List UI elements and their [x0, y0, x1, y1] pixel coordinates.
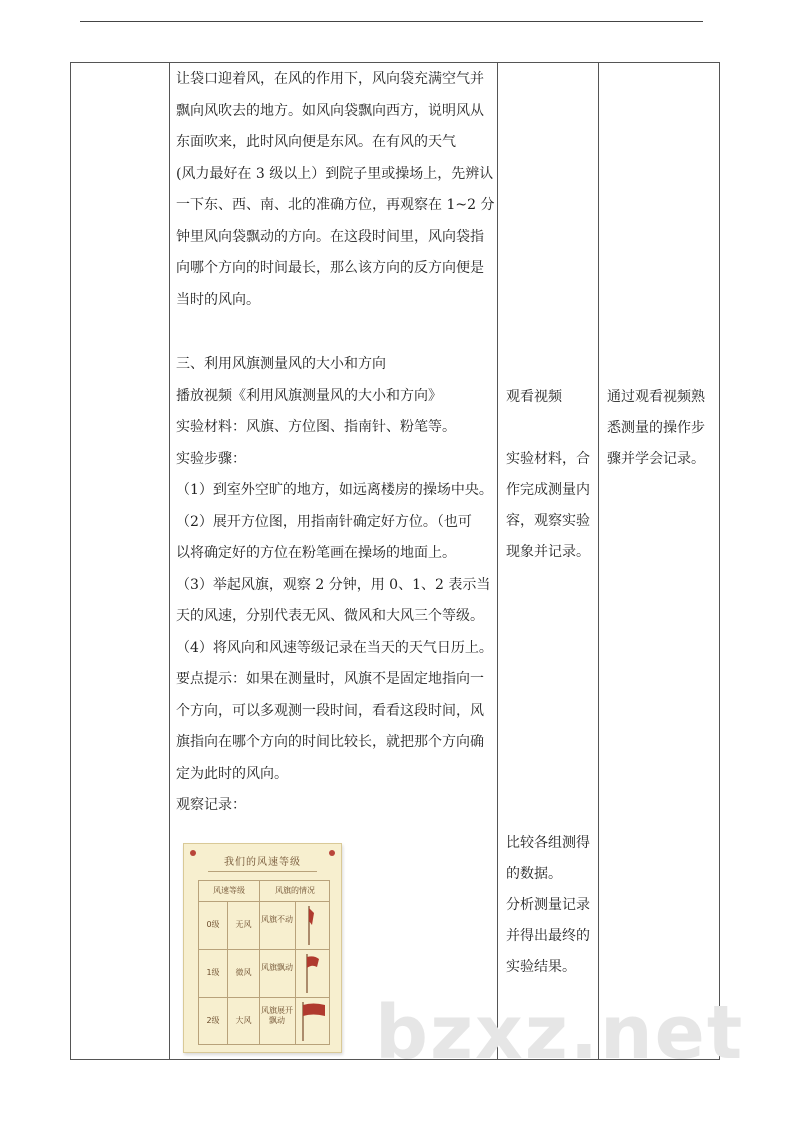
row-level: 2级 [206, 1016, 220, 1025]
row-name: 无风 [235, 920, 252, 929]
text-line: （3）举起风旗，观察 2 分钟，用 0、1、2 表示当 [176, 576, 491, 593]
text-line: 悉测量的操作步 [607, 420, 705, 436]
table-divider [199, 997, 329, 998]
text-line: （2）展开方位图，用指南针确定好方位。（也可 [176, 513, 472, 530]
flag-still-icon [297, 903, 329, 947]
header-rule [80, 21, 703, 22]
row-flag-state: 风旗飘动 [261, 963, 293, 972]
text-line: 并得出最终的 [506, 928, 590, 944]
text-line: 骤并学会记录。 [607, 451, 705, 467]
teaching-process-text [176, 64, 495, 316]
student-activity-bottom [506, 828, 594, 983]
text-line: 飘向风吹去的地方。如风向袋飘向西方，说明风从 [176, 102, 484, 119]
text-line: （4）将风向和风速等级记录在当天的天气日历上。 [176, 639, 493, 656]
student-activity-top [506, 382, 594, 568]
text-line: 旗指向在哪个方向的时间比较长，就把那个方向确 [176, 734, 484, 750]
table-divider [295, 901, 296, 1044]
section-heading: 三、利用风旗测量风的大小和方向 [176, 356, 386, 372]
text-line: 的数据。 [506, 866, 562, 882]
text-line: 要点提示：如果在测量时，风旗不是固定地指向一 [176, 671, 484, 687]
text-line: 容，观察实验 [506, 513, 590, 529]
column-divider [497, 63, 498, 1059]
text-line: 一下东、西、南、北的准确方位，再观察在 1~2 分 [176, 197, 495, 213]
row-level: 1级 [206, 968, 220, 977]
row-flag-state: 风旗不动 [261, 915, 293, 924]
column-divider [598, 63, 599, 1059]
flag-flutter-icon [297, 951, 329, 995]
card-title: 我们的风速等级 [224, 857, 301, 868]
text-line: 实验材料，合 [506, 451, 590, 467]
row-name: 微风 [235, 968, 252, 977]
text-line: 实验材料：风旗、方位图、指南针、粉笔等。 [176, 419, 456, 435]
text-line: 分析测量记录 [506, 897, 590, 913]
row-flag-state: 风旗展开飘动 [261, 1006, 293, 1025]
row-name: 大风 [235, 1016, 252, 1025]
text-line: 让袋口迎着风，在风的作用下，风向袋充满空气并 [176, 71, 484, 87]
text-line: （1）到室外空旷的地方，如远离楼房的操场中央。 [176, 482, 493, 498]
text-line: 现象并记录。 [506, 544, 590, 560]
row-level: 0级 [206, 920, 220, 929]
text-line: 播放视频《利用风旗测量风的大小和方向》 [176, 387, 442, 404]
text-line: 作完成测量内 [506, 482, 590, 498]
text-line: 当时的风向。 [176, 291, 260, 308]
text-line: 东面吹来，此时风向便是东风。在有风的天气 [176, 134, 456, 150]
design-intent [607, 382, 713, 475]
text-line: 观看视频 [506, 389, 562, 405]
text-line [506, 413, 594, 444]
text-line: 向哪个方向的时间最长，那么该方向的反方向便是 [176, 260, 484, 276]
text-line: (风力最好在 3 级以上）到院子里或操场上，先辨认 [176, 165, 494, 182]
text-line: 实验步骤： [176, 450, 246, 467]
text-line: 定为此时的风向。 [176, 765, 288, 782]
table-divider [199, 901, 329, 902]
text-line: 通过观看视频熟 [607, 389, 705, 405]
header-level: 风速等级 [213, 886, 245, 895]
record-table [198, 880, 330, 1045]
table-divider [199, 949, 329, 950]
flag-extended-icon [297, 999, 329, 1043]
text-line: 个方向，可以多观测一段时间，看看这段时间，风 [176, 702, 484, 719]
text-line: 实验结果。 [506, 959, 576, 975]
text-line: 钟里风向袋飘动的方向。在这段时间里，风向袋指 [176, 228, 484, 245]
column-divider [169, 63, 170, 1059]
text-line: 天的风速，分别代表无风、微风和大风三个等级。 [176, 608, 484, 624]
header-flag: 风旗的情况 [275, 886, 315, 895]
text-line: 以将确定好的方位在粉笔画在操场的地面上。 [176, 545, 456, 561]
observation-record-label: 观察记录： [176, 797, 246, 813]
wind-speed-record-card [183, 843, 342, 1053]
table-divider [259, 881, 260, 1044]
watermark: bzxz.net [375, 990, 745, 1076]
text-line: 比较各组测得 [506, 835, 590, 851]
section-three-text [176, 349, 491, 822]
title-underline [208, 871, 317, 872]
